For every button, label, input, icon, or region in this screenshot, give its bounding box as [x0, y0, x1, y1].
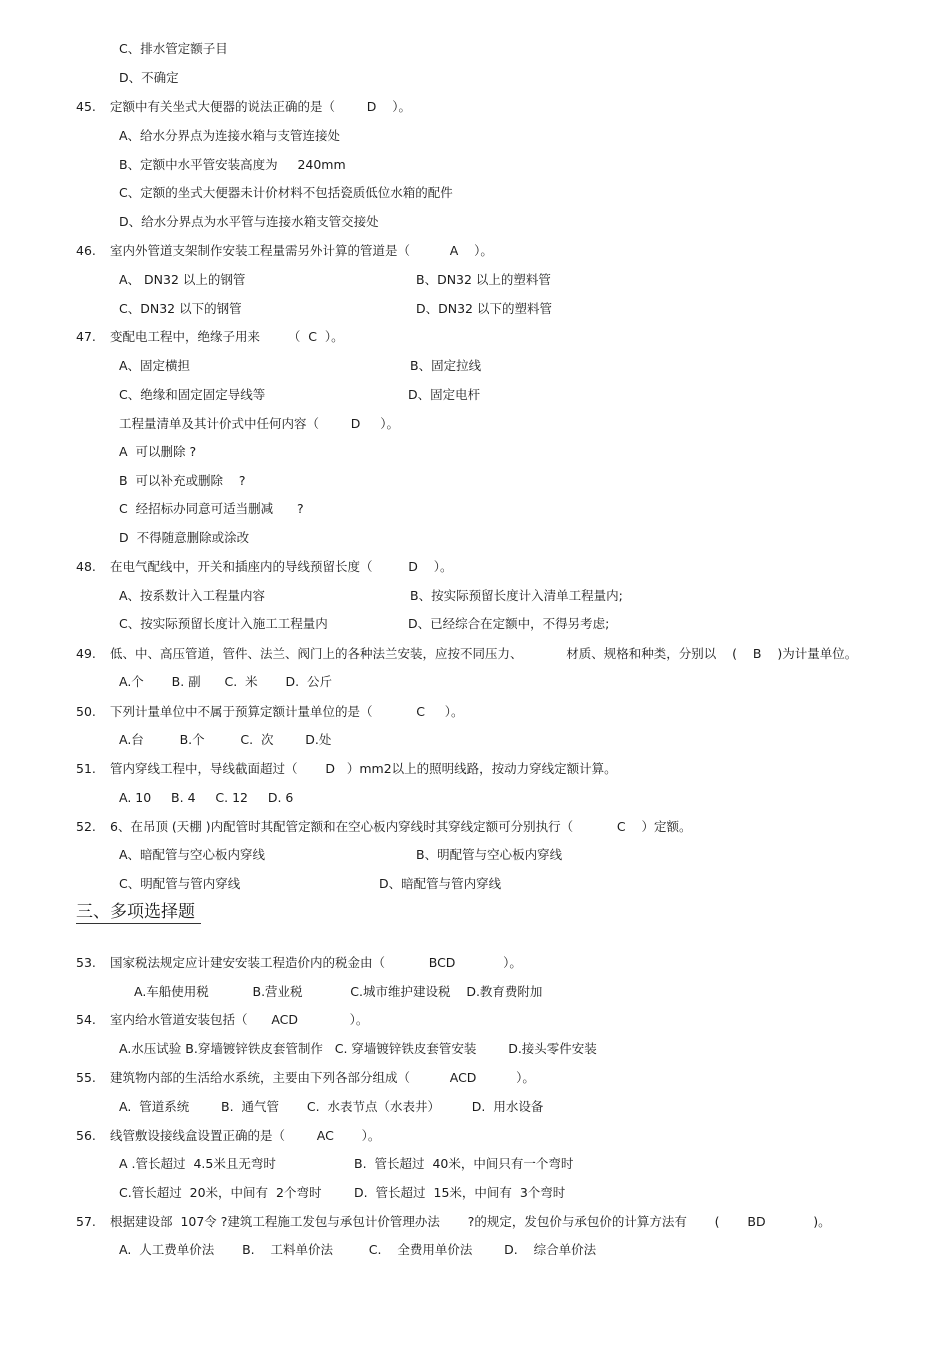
text-line: A.台 B.个 C. 次 D.处	[119, 732, 332, 747]
text-line: A. 10 B. 4 C. 12 D. 6	[119, 790, 294, 805]
text-line: 变配电工程中，绝缘子用来 （ C ）。	[110, 329, 344, 344]
text-line: C、DN32 以下的钢管	[119, 301, 242, 316]
text-line: D、给水分界点为水平管与连接水箱支管交接处	[119, 214, 379, 229]
text-line: B、固定拉线	[410, 358, 482, 373]
text-line: 低、中、高压管道，管件、法兰、阀门上的各种法兰安装，应按不同压力、 材质、规格和种类，分别以 ( B )为计量单位。	[110, 646, 858, 661]
text-line: 6、在吊顶 (天棚 )内配管时其配管定额和在空心板内穿线时其穿线定额可分别执行（ C ）定额。	[110, 819, 692, 834]
question-number: 51.	[76, 761, 96, 776]
text-line: D 不得随意删除或涂改	[119, 530, 250, 545]
text-line: B、定额中水平管安装高度为 240mm	[119, 157, 346, 172]
text-line: A、 DN32 以上的钢管	[119, 272, 246, 287]
text-line: C、绝缘和固定固定导线等	[119, 387, 266, 402]
text-line: A、暗配管与空心板内穿线	[119, 847, 266, 862]
text-line: C、明配管与管内穿线	[119, 876, 241, 891]
text-line: A.个 B. 副 C. 米 D. 公斤	[119, 674, 332, 689]
text-line: A、给水分界点为连接水箱与支管连接处	[119, 128, 341, 143]
text-line: D、固定电杆	[408, 387, 481, 402]
section-heading: 三、多项选择题	[76, 901, 201, 924]
text-line: B 可以补充或删除 ?	[119, 473, 246, 488]
text-line: A.车船使用税 B.营业税 C.城市维护建设税 D.教育费附加	[134, 984, 543, 999]
question-number: 47.	[76, 329, 96, 344]
text-line: A 可以删除 ?	[119, 444, 197, 459]
text-line: C 经招标办同意可适当删减 ?	[119, 501, 304, 516]
text-line: D、DN32 以下的塑料管	[416, 301, 552, 316]
text-line: D、暗配管与管内穿线	[379, 876, 502, 891]
text-line: A、按系数计入工程量内容	[119, 588, 266, 603]
question-number: 49.	[76, 646, 96, 661]
text-line: B、明配管与空心板内穿线	[416, 847, 563, 862]
text-line: 下列计量单位中不属于预算定额计量单位的是（ C ）。	[110, 704, 464, 719]
text-line: C、定额的坐式大便器未计价材料不包括瓷质低位水箱的配件	[119, 185, 453, 200]
text-line: 线管敷设接线盒设置正确的是（ AC ）。	[110, 1128, 381, 1143]
question-number: 46.	[76, 243, 96, 258]
text-line: B、DN32 以上的塑料管	[416, 272, 551, 287]
question-number: 57.	[76, 1214, 96, 1229]
question-number: 55.	[76, 1070, 96, 1085]
text-line: 室内给水管道安装包括（ ACD ）。	[110, 1012, 369, 1027]
text-line: B、按实际预留长度计入清单工程量内;	[410, 588, 623, 603]
question-number: 54.	[76, 1012, 96, 1027]
text-line: 在电气配线中，开关和插座内的导线预留长度（ D ）。	[110, 559, 453, 574]
text-line: D、已经综合在定额中，不得另考虑;	[408, 616, 610, 631]
text-line: 国家税法规定应计建安安装工程造价内的税金由（ BCD ）。	[110, 955, 522, 970]
question-number: 45.	[76, 99, 96, 114]
text-line: 建筑物内部的生活给水系统，主要由下列各部分组成（ ACD ）。	[110, 1070, 535, 1085]
text-line: A. 人工费单价法 B. 工料单价法 C. 全费用单价法 D. 综合单价法	[119, 1242, 597, 1257]
text-line: 管内穿线工程中，导线截面超过（ D ）mm2以上的照明线路，按动力穿线定额计算。	[110, 761, 617, 776]
question-number: 48.	[76, 559, 96, 574]
text-line: 根据建设部 107令 ?建筑工程施工发包与承包计价管理办法 ?的规定，发包价与承包价的计算方法有 ( BD )。	[110, 1214, 831, 1229]
text-line: 室内外管道支架制作安装工程量需另外计算的管道是（ A ）。	[110, 243, 493, 258]
question-number: 56.	[76, 1128, 96, 1143]
question-number: 53.	[76, 955, 96, 970]
text-line: D、不确定	[119, 70, 179, 85]
text-line: C、排水管定额子目	[119, 41, 228, 56]
text-line: B. 管长超过 40米，中间只有一个弯时	[354, 1156, 574, 1171]
text-line: 工程量清单及其计价式中任何内容（ D ）。	[119, 416, 400, 431]
text-line: A、固定横担	[119, 358, 191, 373]
question-number: 50.	[76, 704, 96, 719]
text-line: A.水压试验 B.穿墙镀锌铁皮套管制作 C. 穿墙镀锌铁皮套管安装 D.接头零件安装	[119, 1041, 597, 1056]
text-line: C、按实际预留长度计入施工工程量内	[119, 616, 328, 631]
text-line: C.管长超过 20米，中间有 2个弯时	[119, 1185, 322, 1200]
text-line: D. 管长超过 15米，中间有 3个弯时	[354, 1185, 566, 1200]
text-line: A .管长超过 4.5米且无弯时	[119, 1156, 276, 1171]
text-line: 定额中有关坐式大便器的说法正确的是（ D ）。	[110, 99, 412, 114]
text-line: A. 管道系统 B. 通气管 C. 水表节点（水表井） D. 用水设备	[119, 1099, 544, 1114]
question-number: 52.	[76, 819, 96, 834]
